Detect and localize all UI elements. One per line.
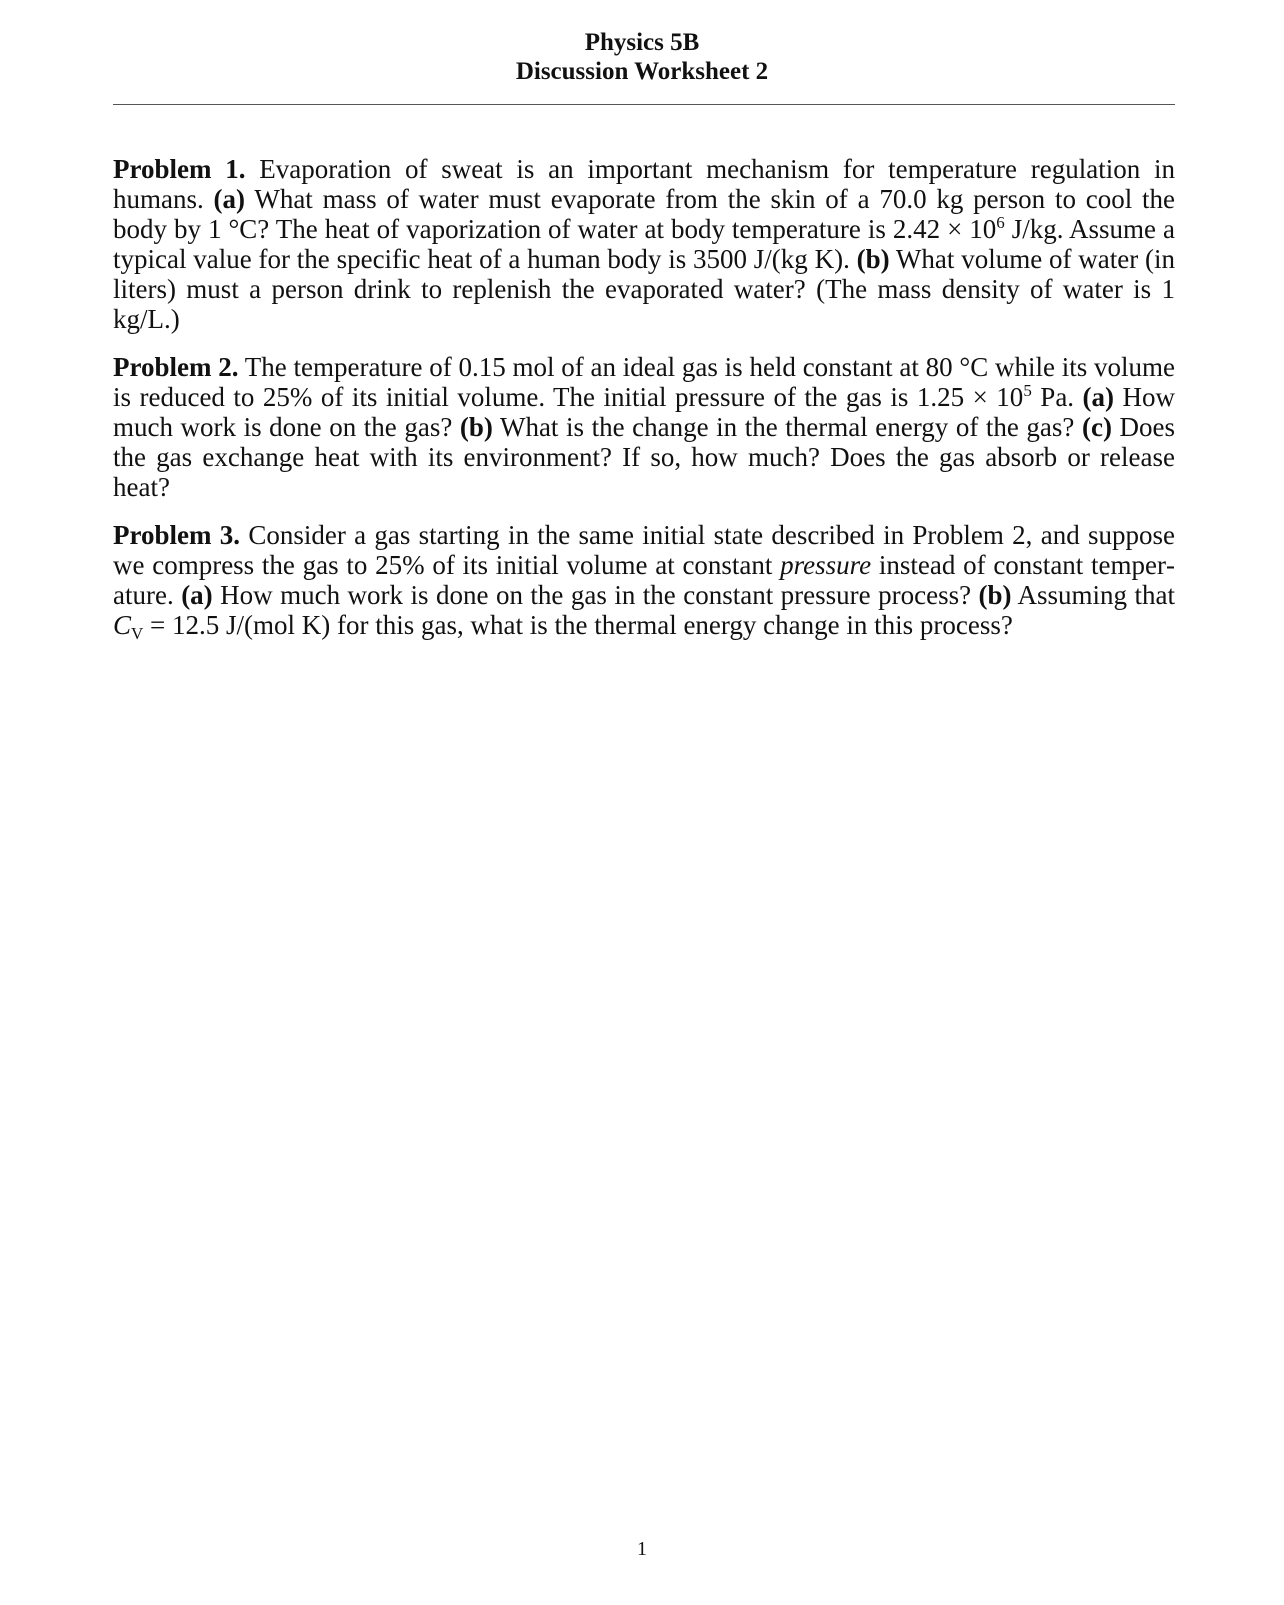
problem-1-segment: What mass of water must evaporate from the skin of a 70.0 kg person to cool the body by 1 °C? The heat of vaporization of water at body temperature is 2.42 × 10 <box>113 184 1176 244</box>
problem-3-segment: (b) <box>978 580 1012 610</box>
problem-1-segment: (b) <box>856 244 890 274</box>
problem-3-segment: C <box>113 610 132 640</box>
problem-3-segment: How much work is done on the gas in the constant pressure process? <box>212 580 979 610</box>
problem-2-segment: The temperature of 0.15 mol of an ideal gas is held constant at 80 °C while its volume is reduced to 25% of its initial volume. The initial pressure of the gas is 1.25 × 10 <box>113 352 1176 412</box>
problem-3-text <box>113 520 1175 643</box>
problem-2-segment: (c) <box>1081 412 1112 442</box>
problem-3-segment: Consider a gas starting in the same initial state described in Problem 2, and suppose we compress the gas to 25% of its initial volume at constant <box>113 520 1175 580</box>
problem-list <box>113 154 1175 658</box>
problem-1 <box>113 154 1175 334</box>
problem-2-label: Problem 2. <box>113 352 239 382</box>
problem-3 <box>113 520 1175 643</box>
problem-2-segment: 5 <box>1023 381 1032 400</box>
problem-2-text <box>113 352 1175 502</box>
problem-3-label: Problem 3. <box>113 520 241 550</box>
problem-1-segment: J/kg. Assume a typical value for the specific heat of a human body is 3500 J/(kg K). <box>113 214 1175 274</box>
problem-2-segment: What is the change in the thermal energy of the gas? <box>492 412 1082 442</box>
problem-1-label: Problem 1. <box>113 154 246 184</box>
problem-1-segment: (a) <box>213 184 246 214</box>
problem-2 <box>113 352 1175 502</box>
problem-3-segment: = 12.5 J/(mol K) for this gas, what is the thermal energy change in this process? <box>143 610 1013 640</box>
header-divider <box>113 104 1175 105</box>
problem-1-text <box>113 154 1175 334</box>
problem-2-segment: How much work is done on the gas? <box>113 382 1175 442</box>
problem-3-segment: pressure <box>780 550 872 580</box>
problem-2-segment: (b) <box>459 412 493 442</box>
problem-3-segment: Assuming that <box>1011 580 1175 610</box>
course-title: Physics 5B <box>584 29 700 56</box>
problem-3-segment: V <box>131 624 144 643</box>
problem-2-segment: Does the gas exchange heat with its environment? If so, how much? Does the gas absorb or release heat? <box>113 412 1175 502</box>
worksheet-title: Discussion Worksheet 2 <box>515 58 769 85</box>
page-number: 1 <box>637 1538 647 1560</box>
problem-1-segment: 6 <box>996 213 1005 232</box>
problem-2-segment: Pa. <box>1031 382 1083 412</box>
problem-3-segment: instead of constant temperature. <box>113 550 1175 610</box>
problem-1-segment: Evaporation of sweat is an important mechanism for temperature regulation in humans. <box>113 154 1175 214</box>
page-header <box>0 28 1284 86</box>
problem-2-segment: (a) <box>1082 382 1115 412</box>
problem-1-segment: What volume of water (in liters) must a person drink to replenish the evaporated water? (The mass density of water is 1 kg/L.) <box>113 244 1175 334</box>
problem-3-segment: (a) <box>181 580 213 610</box>
